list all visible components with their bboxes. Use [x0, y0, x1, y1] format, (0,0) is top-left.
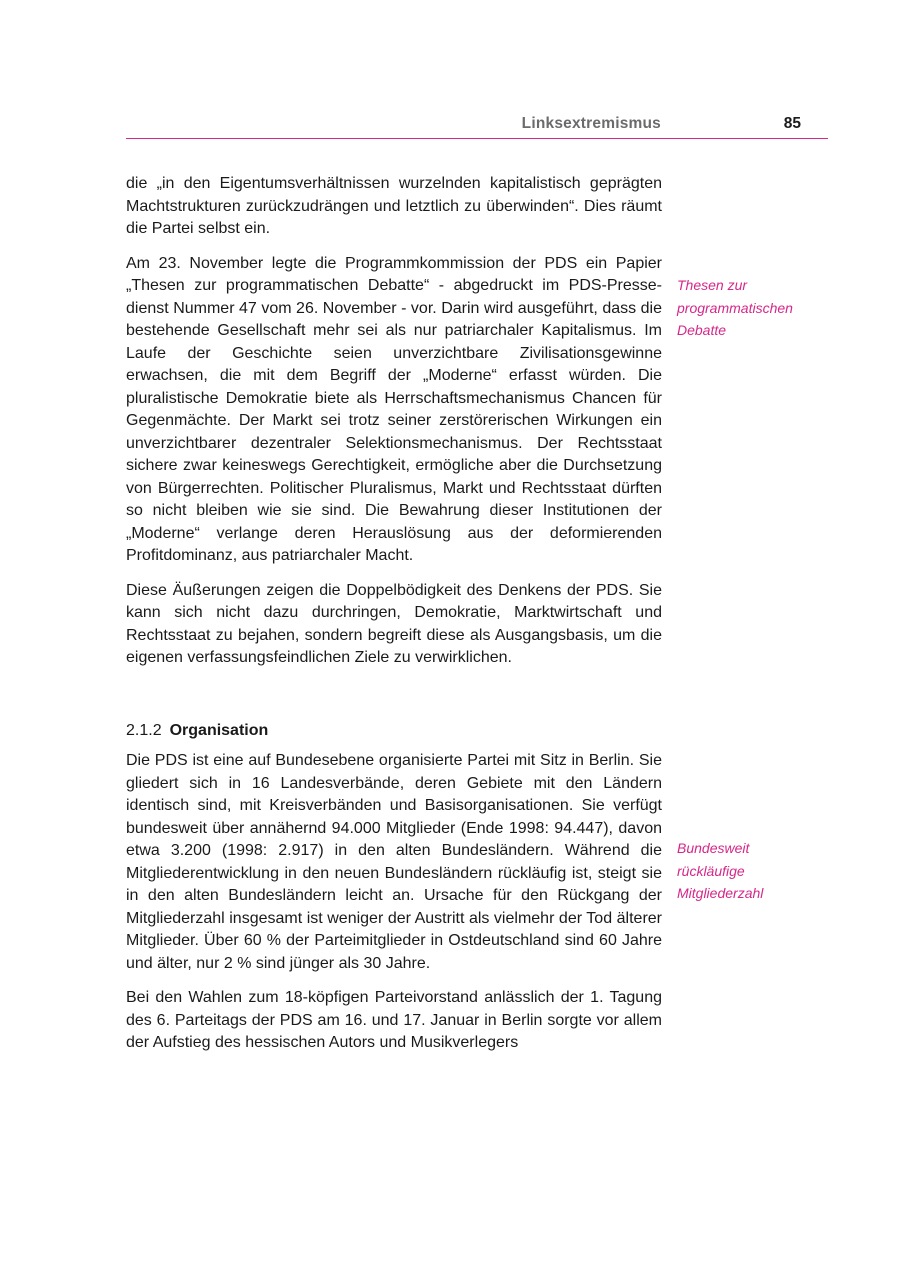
paragraph-4: Die PDS ist eine auf Bundesebene organisierte Partei mit Sitz in Berlin. Sie gliedert sich in 16 Landesverbände, deren Gebiete mit den Ländern identisch sind, mit Kreisverbänden und Basisorganisationen. Sie verfügt bundesweit über annähernd 94.000 Mitglieder (Ende 1998: 94.447), davon etwa 3.200 (1998: 2.917) in den alten Bundesländern. Während die Mitgliederentwicklung in den neuen Bundesländern rückläufig ist, steigt sie in den alten Bundesländern leicht an. Ursache für den Rückgang der Mitgliederzahl insgesamt ist weniger der Austritt als vielmehr der Tod älterer Mitglieder. Über 60 % der Parteimitglieder in Ostdeutschland sind 60 Jahre und älter, nur 2 % sind jünger als 30 Jahre. [126, 752, 662, 972]
margin-note-line: programmatischen [677, 299, 793, 316]
page-number: 85 [783, 115, 801, 132]
paragraph-2: Am 23. November legte die Programmkommission der PDS ein Papier „Thesen zur programmatischen Debatte“ - abgedruckt im PDS-Pressedienst Nummer 47 vom 26. November - vor. Darin wird ausgeführt, dass die bestehende Gesellschaft mehr sei als nur patriarchaler Kapitalismus. Im Laufe der Geschichte seien unverzichtbare Zivilisationsgewinne erwachsen, die mit dem Begriff der „Moderne“ erfasst würden. Die pluralistische Demokratie biete als Herrschaftsmechanismus Chancen für Gegenmächte. Der Markt sei trotz seiner zerstörerischen Wirkungen ein unverzichtbarer dezentraler Selektionsmechanismus. Der Rechtsstaat sichere zwar keineswegs Gerechtigkeit, ermögliche aber die Durchsetzung von Bürgerrechten. Politischer Pluralismus, Markt und Rechtsstaat dürften so nicht bleiben wie sie sind. Die Bewahrung dieser Institutionen der „Moderne“ verlange deren Herauslösung aus der deformierenden Profitdominanz, aus patriarchaler Macht. [126, 254, 662, 564]
paragraph-1: die „in den Eigentumsverhältnissen wurzelnden kapitalistisch geprägten Machtstrukturen zurückzudrängen und letztlich zu überwinden“. Dies räumt die Partei selbst ein. [126, 175, 662, 237]
margin-note-line: Mitgliederzahl [677, 885, 764, 901]
margin-note-line: Debatte [677, 322, 727, 338]
main-text-column [126, 173, 662, 1067]
margin-note-line: rückläufige [677, 862, 745, 879]
section-heading [126, 720, 662, 743]
running-head-title: Linksextremismus [521, 115, 661, 132]
section-title: Organisation [169, 721, 269, 739]
paragraph-5: Bei den Wahlen zum 18-köpfigen Parteivorstand anlässlich der 1. Tagung des 6. Parteitags der PDS am 16. und 17. Januar in Berlin sorgte vor allem der Aufstieg des hessischen Autors und Musikverlegers [126, 989, 662, 1051]
section-number: 2.1.2 [126, 721, 162, 739]
page-header [126, 112, 828, 139]
margin-note-thesen [677, 274, 827, 342]
margin-note-line: Bundesweit [677, 840, 750, 856]
paragraph-3: Diese Äußerungen zeigen die Doppelbödigkeit des Denkens der PDS. Sie kann sich nicht dazu durchringen, Demokratie, Marktwirtschaft und Rechtsstaat zu bejahen, sondern begreift diese als Ausgangsbasis, um die eigenen verfassungsfeindlichen Ziele zu verwirklichen. [126, 581, 662, 666]
margin-note-mitgliederzahl [677, 837, 827, 905]
margin-note-line: Thesen zur [677, 277, 748, 293]
